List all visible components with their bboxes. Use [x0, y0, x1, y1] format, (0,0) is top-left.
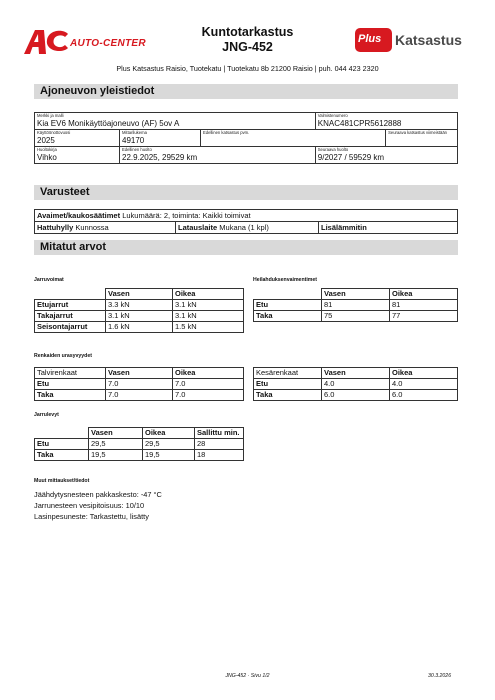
katsastus-logo-text: Katsastus	[395, 32, 462, 48]
table-row	[35, 390, 244, 401]
keys-label: Avaimet/kaukosäätimet	[37, 210, 121, 220]
discs-title: Jarrulevyt	[34, 412, 59, 418]
other-line: Jäähdytysnesteen pakkaskesto: -47 °C	[34, 490, 162, 499]
summer-header-left: Vasen	[322, 368, 390, 379]
table-header-row	[35, 428, 244, 439]
intro-year-cell	[35, 130, 120, 147]
table-row	[35, 379, 244, 390]
intro-year-label: Käyttöönottovuosi	[37, 130, 71, 135]
brakes-cell: 3.1 kN	[173, 300, 244, 311]
winter-header-left: Vasen	[106, 368, 173, 379]
prev-service-value: 22.9.2025, 29529 km	[122, 153, 198, 162]
brake-discs-table	[34, 427, 244, 461]
tires-title: Renkaiden urasyvyydet	[34, 353, 92, 359]
shocks-header-right: Oikea	[390, 289, 458, 300]
address-line: Plus Katsastus Raisio, Tuotekatu | Tuotekatu 8b 21200 Raisio | puh. 044 423 2320	[116, 64, 379, 73]
summer-tires-table	[253, 367, 458, 401]
brakes-header-left: Vasen	[106, 289, 173, 300]
winter-row-label: Etu	[35, 379, 106, 390]
equipment-table	[34, 209, 458, 234]
prev-inspection-label: Edellinen katsastus pvm.	[203, 130, 250, 135]
brakes-title: Jarruvoimat	[34, 277, 64, 283]
winter-tires-table	[34, 367, 244, 401]
table-header-row	[35, 289, 244, 300]
discs-cell: 19,5	[89, 450, 143, 461]
discs-header-left: Vasen	[89, 428, 143, 439]
brakes-cell: 1.6 kN	[106, 322, 173, 333]
table-row	[35, 311, 244, 322]
service-book-cell	[35, 147, 120, 164]
hat-shelf-value: Kunnossa	[75, 222, 109, 232]
discs-cell: 29,5	[89, 439, 143, 450]
summer-cell: 4.0	[390, 379, 458, 390]
auto-center-logo-text: AUTO-CENTER	[70, 38, 146, 49]
brakes-cell: 3.1 kN	[106, 311, 173, 322]
table-row	[254, 311, 458, 322]
winter-cell: 7.0	[173, 379, 244, 390]
charger-label: Latauslaite	[178, 222, 218, 232]
next-service-cell	[315, 147, 457, 164]
prev-service-label: Edellinen huolto	[122, 147, 152, 152]
plus-katsastus-logo	[355, 28, 473, 54]
other-title: Muut mittaukset/tiedot	[34, 478, 90, 484]
footer-date: 30.3.2026	[428, 673, 452, 679]
shocks-row-label: Etu	[254, 300, 322, 311]
brakes-cell: 3.1 kN	[173, 311, 244, 322]
summer-cell: 4.0	[322, 379, 390, 390]
summer-header-right: Oikea	[390, 368, 458, 379]
vin-label: Valmistenumero	[317, 113, 348, 118]
summer-cell: 6.0	[390, 390, 458, 401]
prev-inspection-cell	[201, 130, 386, 147]
charger-value: Mukana (1 kpl)	[219, 222, 269, 232]
heater-cell	[319, 222, 458, 234]
shocks-title: Heilahduksenvaimentimet	[253, 277, 318, 283]
plus-badge-text: Plus	[358, 33, 382, 45]
shocks-row-label: Taka	[254, 311, 322, 322]
table-row	[35, 450, 244, 461]
page-title: Kuntotarkastus	[201, 25, 294, 39]
keys-value: Lukumäärä: 2, toiminta: Kaikki toimivat	[122, 210, 251, 220]
discs-header-empty	[35, 428, 89, 439]
hat-shelf-cell	[35, 222, 176, 234]
shocks-cell: 81	[390, 300, 458, 311]
next-service-label: Seuraava huolto	[317, 147, 349, 152]
make-cell	[35, 113, 316, 130]
shocks-header-empty	[254, 289, 322, 300]
brakes-cell: 1.5 kN	[173, 322, 244, 333]
table-row	[254, 390, 458, 401]
next-inspection-cell	[386, 130, 458, 147]
odometer-cell	[120, 130, 201, 147]
keys-cell	[35, 210, 458, 222]
winter-cell: 7.0	[106, 390, 173, 401]
charger-cell	[176, 222, 319, 234]
brakes-cell: 3.3 kN	[106, 300, 173, 311]
summer-header-label: Kesärenkaat	[254, 368, 322, 379]
service-book-label: Huoltokirja	[37, 147, 57, 152]
summer-row-label: Etu	[254, 379, 322, 390]
plate-number: JNG-452	[222, 40, 273, 54]
vin-value: KNAC481CPR5612888	[317, 119, 402, 128]
intro-year-value: 2025	[37, 136, 55, 145]
brakes-header-right: Oikea	[173, 289, 244, 300]
discs-cell: 19,5	[143, 450, 195, 461]
shocks-cell: 81	[322, 300, 390, 311]
service-book-value: Vihko	[37, 153, 57, 162]
table-header-row	[254, 368, 458, 379]
next-inspection-label: Seuraava katsastus viimeistään	[388, 130, 447, 135]
winter-row-label: Taka	[35, 390, 106, 401]
shocks-header-left: Vasen	[322, 289, 390, 300]
shocks-table	[253, 288, 458, 322]
brakes-header-empty	[35, 289, 106, 300]
vehicle-info-table	[34, 112, 458, 164]
section-vehicle-info: Ajoneuvon yleistiedot	[34, 84, 458, 99]
discs-row-label: Taka	[35, 450, 89, 461]
make-label: Merkki ja malli	[37, 113, 64, 118]
hat-shelf-label: Hattuhylly	[37, 222, 74, 232]
table-row	[35, 300, 244, 311]
table-row	[254, 300, 458, 311]
other-line: Jarrunesteen vesipitoisuus: 10/10	[34, 501, 145, 510]
brakes-row-label: Takajarrut	[35, 311, 106, 322]
summer-row-label: Taka	[254, 390, 322, 401]
winter-cell: 7.0	[106, 379, 173, 390]
discs-header-right: Oikea	[143, 428, 195, 439]
odometer-value: 49170	[122, 136, 145, 145]
shocks-cell: 77	[390, 311, 458, 322]
table-header-row	[35, 368, 244, 379]
brakes-row-label: Etujarrut	[35, 300, 106, 311]
winter-header-label: Talvirenkaat	[35, 368, 106, 379]
discs-cell: 29,5	[143, 439, 195, 450]
shocks-cell: 75	[322, 311, 390, 322]
next-service-value: 9/2027 / 59529 km	[317, 153, 385, 162]
prev-service-cell	[120, 147, 316, 164]
table-header-row	[254, 289, 458, 300]
section-measured-values: Mitatut arvot	[34, 240, 458, 255]
winter-header-right: Oikea	[173, 368, 244, 379]
vin-cell	[315, 113, 457, 130]
winter-cell: 7.0	[173, 390, 244, 401]
heater-label: Lisälämmitin	[321, 222, 367, 232]
table-row	[35, 322, 244, 333]
summer-cell: 6.0	[322, 390, 390, 401]
discs-row-label: Etu	[35, 439, 89, 450]
discs-cell: 28	[195, 439, 244, 450]
table-row	[254, 379, 458, 390]
other-line: Lasinpesuneste: Tarkastettu, lisätty	[34, 512, 149, 521]
footer-page: JNG-452 · Sivu 1/2	[225, 673, 270, 679]
section-equipment: Varusteet	[34, 185, 458, 200]
odometer-label: Mittarilukema	[122, 130, 147, 135]
make-value: Kia EV6 Monikäyttöajoneuvo (AF) 5ov A	[37, 119, 180, 128]
discs-cell: 18	[195, 450, 244, 461]
discs-header-min: Sallittu min.	[195, 428, 244, 439]
brakes-table	[34, 288, 244, 333]
table-row	[35, 439, 244, 450]
brakes-row-label: Seisontajarrut	[35, 322, 106, 333]
